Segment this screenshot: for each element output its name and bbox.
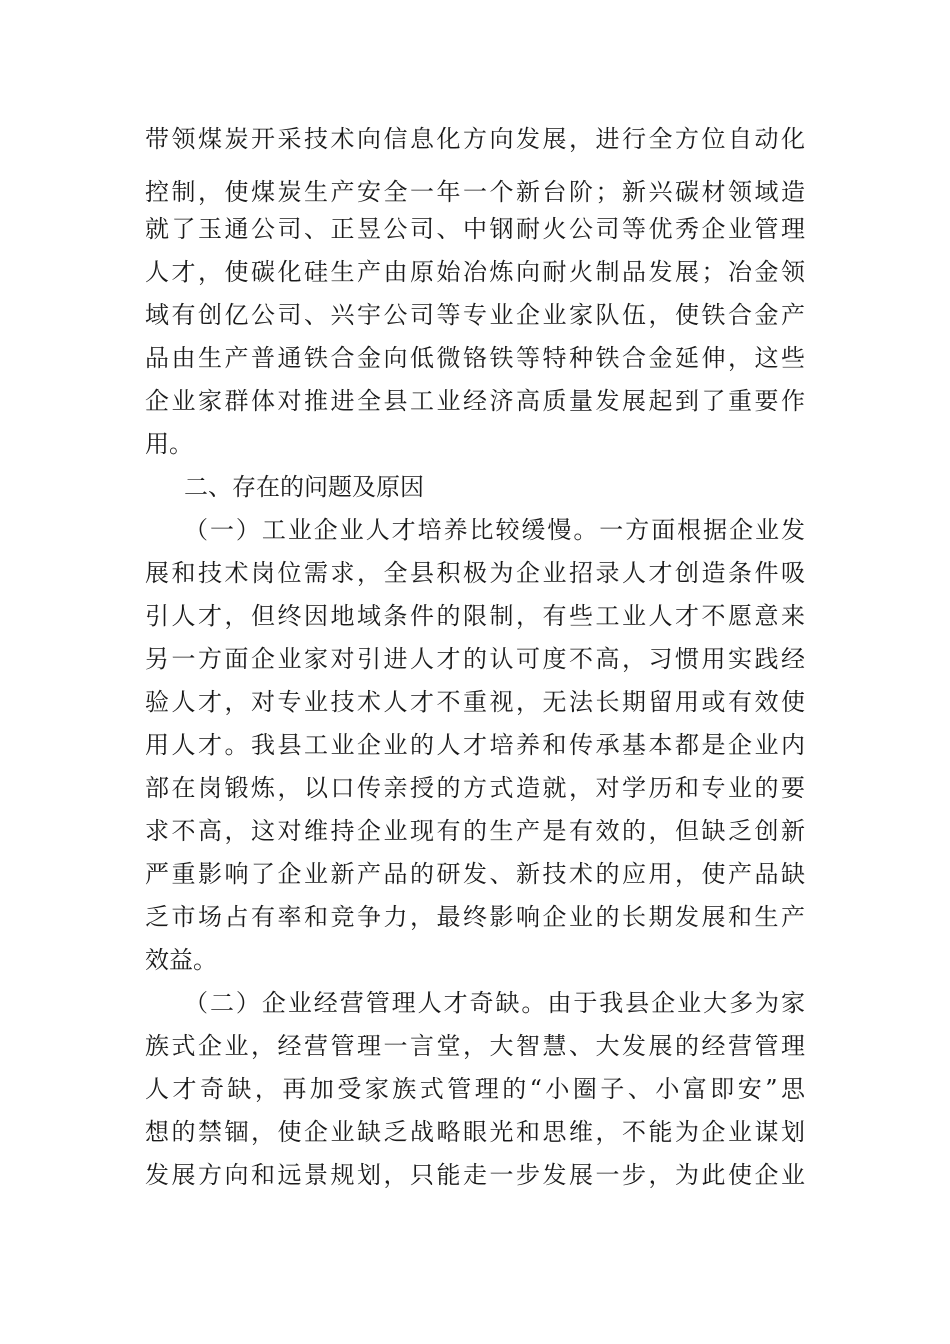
text-line: 品由生产普通铁合金向低微铬铁等特种铁合金延伸，这些	[145, 344, 805, 372]
text-line: 用。	[145, 430, 193, 458]
text-line: 部在岗锻炼，以口传亲授的方式造就，对学历和专业的要	[145, 774, 805, 802]
text-line: 控制，使煤炭生产安全一年一个新台阶；新兴碳材领域造	[145, 178, 805, 206]
text-line: 效益。	[145, 946, 217, 974]
text-line: 人才奇缺，再加受家族式管理的“小圈子、小富即安”思	[145, 1075, 805, 1103]
text-line: 族式企业，经营管理一言堂，大智慧、大发展的经营管理	[145, 1032, 805, 1060]
section-heading: 二、存在的问题及原因	[184, 473, 424, 501]
text-line: 严重影响了企业新产品的研发、新技术的应用，使产品缺	[145, 860, 805, 888]
paragraph-first-line: （二）企业经营管理人才奇缺。由于我县企业大多为家	[184, 989, 805, 1017]
text-line: 另一方面企业家对引进人才的认可度不高，习惯用实践经	[145, 645, 805, 673]
text-line: 就了玉通公司、正昱公司、中钢耐火公司等优秀企业管理	[145, 215, 805, 243]
text-line: 想的禁锢，使企业缺乏战略眼光和思维，不能为企业谋划	[145, 1118, 805, 1146]
text-line: 人才，使碳化硅生产由原始冶炼向耐火制品发展；冶金领	[145, 258, 805, 286]
text-line: 企业家群体对推进全县工业经济高质量发展起到了重要作	[145, 387, 805, 415]
text-line: 求不高，这对维持企业现有的生产是有效的，但缺乏创新	[145, 817, 805, 845]
text-line: 验人才，对专业技术人才不重视，无法长期留用或有效使	[145, 688, 805, 716]
text-line: 引人才，但终因地域条件的限制，有些工业人才不愿意来	[145, 602, 805, 630]
text-line: 展和技术岗位需求，全县积极为企业招录人才创造条件吸	[145, 559, 805, 587]
text-line: 带领煤炭开采技术向信息化方向发展，进行全方位自动化	[145, 125, 805, 153]
paragraph-first-line: （一）工业企业人才培养比较缓慢。一方面根据企业发	[184, 516, 805, 544]
text-line: 域有创亿公司、兴宇公司等专业企业家队伍，使铁合金产	[145, 301, 805, 329]
text-line: 用人才。我县工业企业的人才培养和传承基本都是企业内	[145, 731, 805, 759]
text-line: 乏市场占有率和竞争力，最终影响企业的长期发展和生产	[145, 903, 805, 931]
text-line: 发展方向和远景规划，只能走一步发展一步，为此使企业	[145, 1161, 805, 1189]
